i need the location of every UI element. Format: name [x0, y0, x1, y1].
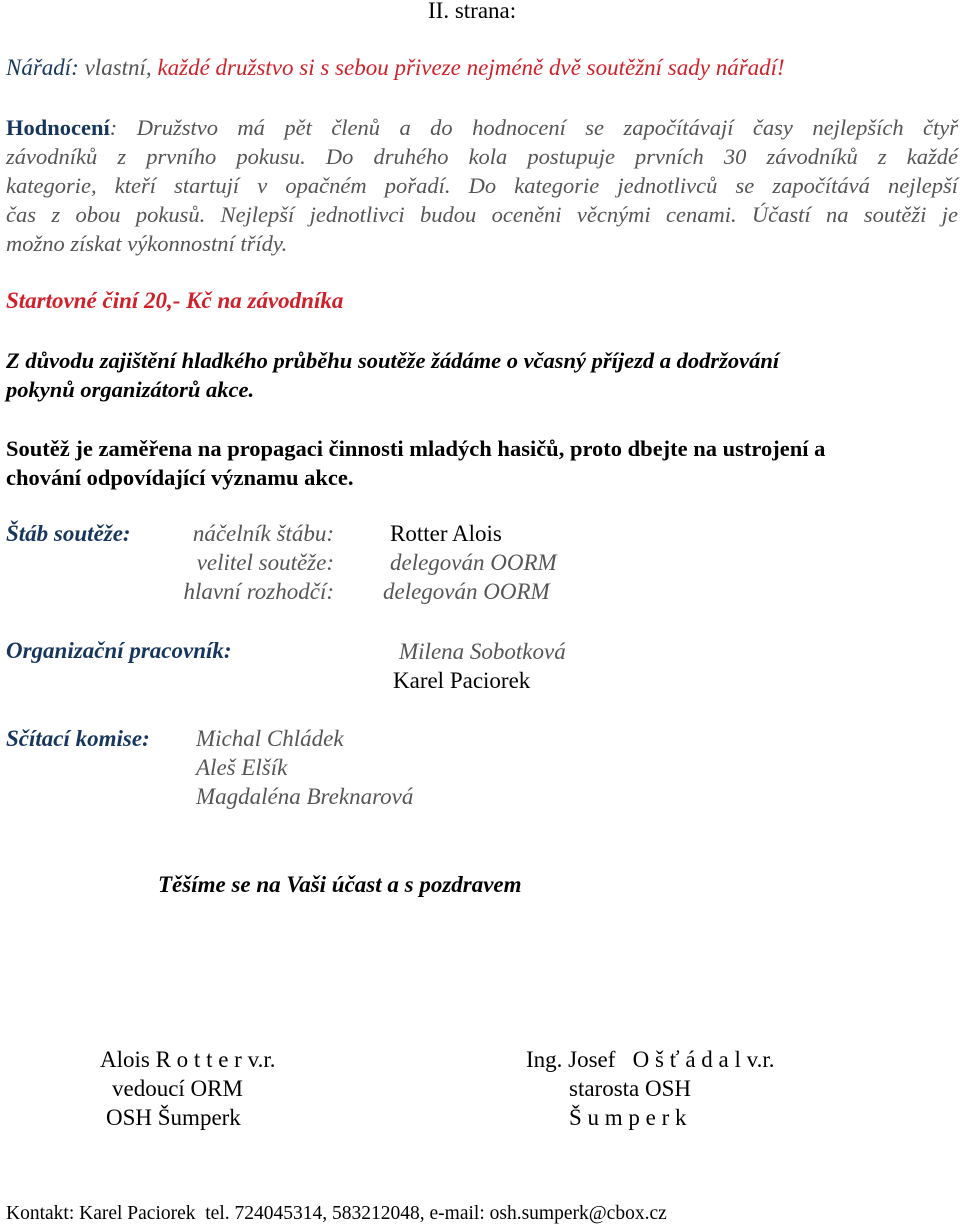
- stab-role: hlavní rozhodčí:: [183, 579, 334, 604]
- signature-left-name: Alois R o t t e r v.r.: [100, 1047, 276, 1072]
- stab-name: delegován OORM: [383, 579, 550, 604]
- signature-left-org: OSH Šumperk: [106, 1105, 241, 1130]
- scitaci-name: Michal Chládek: [196, 726, 344, 751]
- hodnoceni-paragraph: [6, 113, 958, 258]
- startovne-note: Startovné činí 20,- Kč na závodníka: [6, 288, 344, 313]
- notice-purpose-line: chování odpovídající významu akce.: [6, 465, 354, 490]
- hodnoceni-line: [6, 113, 958, 142]
- naradi-label: Nářadí:: [6, 55, 79, 80]
- stab-name: delegován OORM: [390, 550, 557, 575]
- organizacni-name: Milena Sobotková: [399, 639, 566, 664]
- notice-purpose: [6, 434, 958, 492]
- notice-purpose-line: Soutěž je zaměřena na propagaci činnosti mladých hasičů, proto dbejte na ustrojení a: [6, 436, 826, 461]
- hodnoceni-text-0: Družstvo má pět členů a do hodnocení se započítávají časy nejlepších čtyř: [136, 115, 958, 140]
- stab-role: náčelník štábu:: [192, 521, 334, 546]
- stab-label: Štáb soutěže:: [6, 521, 131, 546]
- hodnoceni-line: čas z obou pokusů. Nejlepší jednotlivci budou oceněni věcnými cenami. Účastí na soutěži je: [6, 202, 958, 227]
- greeting: Těšíme se na Vaši účast a s pozdravem: [158, 872, 522, 897]
- notice-arrival-line: Z důvodu zajištění hladkého průběhu soutěže žádáme o včasný příjezd a dodržování: [6, 348, 780, 373]
- signature-left-role: vedoucí ORM: [112, 1076, 243, 1101]
- page-header: II. strana:: [428, 0, 517, 23]
- notice-arrival: [6, 346, 958, 404]
- notice-arrival-line: pokynů organizátorů akce.: [6, 377, 255, 402]
- signature-right-role: starosta OSH: [569, 1076, 692, 1101]
- naradi-line: [6, 55, 785, 81]
- scitaci-name: Aleš Elšík: [196, 755, 288, 780]
- signature-right-name: Ing. Josef O š ť á d a l v.r.: [526, 1047, 775, 1072]
- hodnoceni-label: Hodnocení: [6, 115, 110, 140]
- organizacni-label: Organizační pracovník:: [6, 638, 232, 663]
- signature-right-org: Š u m p e r k: [569, 1105, 687, 1130]
- scitaci-label: Sčítací komise:: [6, 726, 150, 751]
- naradi-highlight: každé družstvo si s sebou přiveze nejméně dvě soutěžní sady nářadí!: [157, 55, 785, 80]
- scitaci-name: Magdaléna Breknarová: [196, 784, 414, 809]
- contact-line: Kontakt: Karel Paciorek tel. 724045314, 583212048, e-mail: osh.sumperk@cbox.cz: [6, 1203, 667, 1224]
- stab-role: velitel soutěže:: [196, 550, 334, 575]
- naradi-plain: vlastní,: [78, 55, 158, 80]
- hodnoceni-line: možno získat výkonnostní třídy.: [6, 231, 288, 256]
- hodnoceni-line: závodníků z prvního pokusu. Do druhého kola postupuje prvních 30 závodníků z každé: [6, 144, 958, 169]
- hodnoceni-colon: :: [109, 115, 137, 140]
- organizacni-name: Karel Paciorek: [393, 668, 531, 693]
- stab-name: Rotter Alois: [390, 521, 502, 546]
- hodnoceni-line: kategorie, kteří startují v opačném pořadí. Do kategorie jednotlivců se započítává nejlepší: [6, 173, 958, 198]
